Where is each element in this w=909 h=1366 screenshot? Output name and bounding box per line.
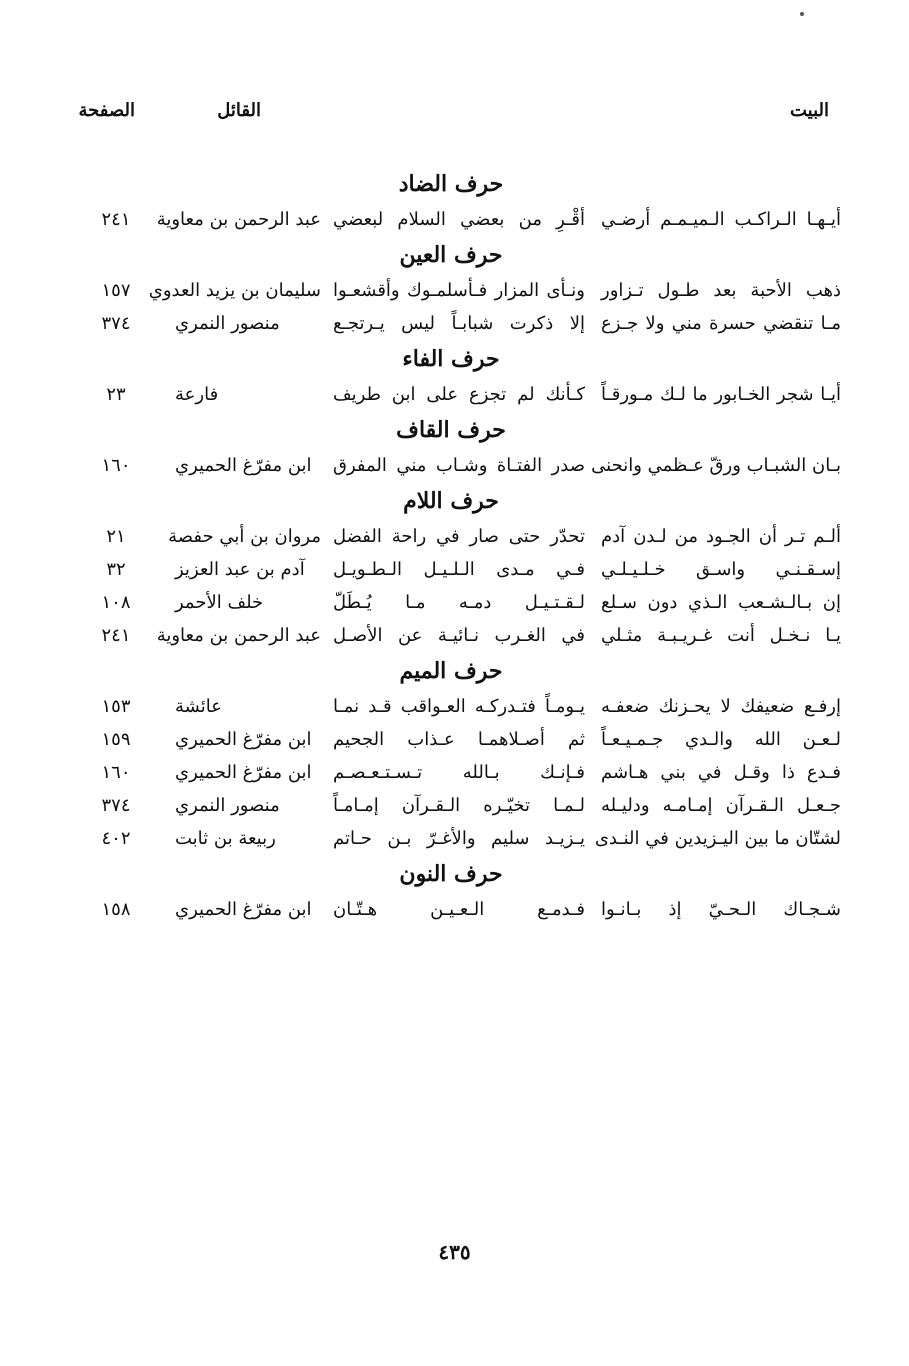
second-hemistich: صدر الفتـاة وشـاب مني المفرق — [333, 455, 585, 476]
poet-name: ابن مفرّغ الحميري — [175, 899, 312, 920]
page-ref: ٤٠٢ — [101, 828, 131, 849]
scan-speck — [800, 12, 804, 16]
verse-row — [61, 756, 841, 789]
page-ref: ٣٧٤ — [101, 795, 131, 816]
verse-row — [61, 203, 841, 236]
verse-row — [61, 690, 841, 723]
verse-row — [61, 893, 841, 926]
section-title: حرف اللام — [403, 488, 499, 514]
second-hemistich: كـأنك لم تجزع على ابن طريف — [333, 384, 585, 405]
section-title: حرف العين — [399, 242, 503, 268]
first-hemistich: لشتّان ما بين اليـزيدين في النـدى — [594, 828, 841, 849]
verse-row — [61, 274, 841, 307]
poet-name: منصور النمري — [175, 795, 280, 816]
poet-name: ربيعة بن ثابت — [175, 828, 276, 849]
page-ref: ٣٧٤ — [101, 313, 131, 334]
verse-row — [61, 520, 841, 553]
poet-name: ابن مفرّغ الحميري — [175, 729, 312, 750]
page-ref: ١٥٩ — [101, 729, 131, 750]
page-ref: ١٥٧ — [101, 280, 131, 301]
section-title: حرف الميم — [399, 658, 503, 684]
first-hemistich: لـعـن الله والـدي جـمـيـعـاً — [601, 729, 841, 750]
header-poet: القائل — [217, 100, 261, 121]
page-number: ٤٣٥ — [438, 1240, 471, 1264]
verse-index — [61, 165, 841, 926]
second-hemistich: أقْـرِ من بعضي السلام لبعضي — [333, 209, 585, 230]
verse-row — [61, 723, 841, 756]
header-verse: البيت — [789, 100, 829, 121]
verse-row — [61, 619, 841, 652]
second-hemistich: فـدمـع الـعـيـن هـتّـان — [333, 899, 585, 920]
poet-name: منصور النمري — [175, 313, 280, 334]
section-title: حرف النون — [399, 861, 503, 887]
second-hemistich: يـزيـد سليم والأغـرّ بـن حـاتم — [333, 828, 585, 849]
second-hemistich: تحدّر حتى صار في راحة الفضل — [333, 526, 585, 547]
verse-row — [61, 789, 841, 822]
section-title: حرف الضاد — [398, 171, 504, 197]
poet-name: آدم بن عبد العزيز — [175, 559, 305, 580]
first-hemistich: ذهب الأحبة بعد طـول تـزاور — [601, 280, 841, 301]
verse-row — [61, 307, 841, 340]
second-hemistich: لـمـا تخيّـره الـقـرآن إمـامـاً — [333, 795, 585, 816]
verse-row — [61, 378, 841, 411]
first-hemistich: فـدع ذا وقـل في بني هـاشم — [601, 762, 841, 783]
column-header — [80, 100, 829, 130]
second-hemistich: ثم أصـلاهمـا عـذاب الجحيم — [333, 729, 585, 750]
page-ref: ٢١ — [106, 526, 126, 547]
first-hemistich: يـا نـخـل أنت غـريـبـة مثـلي — [601, 625, 841, 646]
page-ref: ٣٢ — [106, 559, 126, 580]
poet-name: خلف الأحمر — [175, 592, 264, 613]
poet-name: ابن مفرّغ الحميري — [175, 762, 312, 783]
poet-name: عبد الرحمن بن معاوية — [156, 209, 321, 230]
second-hemistich: إلا ذكرت شبابـاً ليس يـرتجـع — [333, 313, 585, 334]
first-hemistich: إسـقـنـي واسـق خـلـيـلـي — [601, 559, 841, 580]
page-ref: ١٦٠ — [101, 455, 131, 476]
header-page: الصفحة — [78, 100, 135, 121]
second-hemistich: فـي مـدى الـلـيـل الـطـويـل — [333, 559, 585, 580]
poet-name: عائشة — [175, 696, 222, 717]
page-ref: ٢٤١ — [101, 625, 131, 646]
page-ref: ١٦٠ — [101, 762, 131, 783]
page-ref: ٢٣ — [106, 384, 126, 405]
first-hemistich: أيـا شجر الخـابور ما لـك مـورقـاً — [601, 384, 841, 405]
poet-name: ابن مفرّغ الحميري — [175, 455, 312, 476]
first-hemistich: جـعـل الـقـرآن إمـامـه ودليـله — [601, 795, 841, 816]
verse-row — [61, 586, 841, 619]
poet-name: فارعة — [175, 384, 219, 405]
second-hemistich: فـإنـك بـالله تـسـتـعـصـم — [333, 762, 585, 783]
poet-name: سليمان بن يزيد العدوي — [148, 280, 321, 301]
first-hemistich: إرفـع ضعيفك لا يحـزنك ضعفـه — [601, 696, 841, 717]
poet-name: مروان بن أبي حفصة — [168, 526, 321, 547]
first-hemistich: ألـم تـر أن الجـود من لـدن آدم — [601, 526, 841, 547]
second-hemistich: لـقـتـيـل دمـه مـا يُـطَلّ — [333, 592, 585, 613]
verse-row — [61, 553, 841, 586]
section-title: حرف القاف — [396, 417, 506, 443]
verse-row — [61, 822, 841, 855]
first-hemistich: أيـهـا الـراكـب الـميـمـم أرضـي — [601, 209, 841, 230]
second-hemistich: يـومـاً فتـدركـه العـواقب قـد نمـا — [333, 696, 585, 717]
second-hemistich: في الغـرب نـائيـة عن الأصـل — [333, 625, 585, 646]
page-ref: ١٥٨ — [101, 899, 131, 920]
page-ref: ١٥٣ — [101, 696, 131, 717]
first-hemistich: بـان الشبـاب ورقّ عـظمي وانحنى — [591, 455, 841, 476]
poet-name: عبد الرحمن بن معاوية — [156, 625, 321, 646]
first-hemistich: إن بـالـشـعب الـذي دون سـلع — [601, 592, 841, 613]
verse-row — [61, 449, 841, 482]
page-ref: ١٠٨ — [101, 592, 131, 613]
second-hemistich: ونـأى المزار فـأسلمـوك وأقشعـوا — [333, 280, 585, 301]
page-ref: ٢٤١ — [101, 209, 131, 230]
first-hemistich: شـجـاك الـحـيّ إذ بـانـوا — [601, 899, 841, 920]
first-hemistich: مـا تنقضي حسرة مني ولا جـزع — [601, 313, 841, 334]
section-title: حرف الفاء — [402, 346, 500, 372]
